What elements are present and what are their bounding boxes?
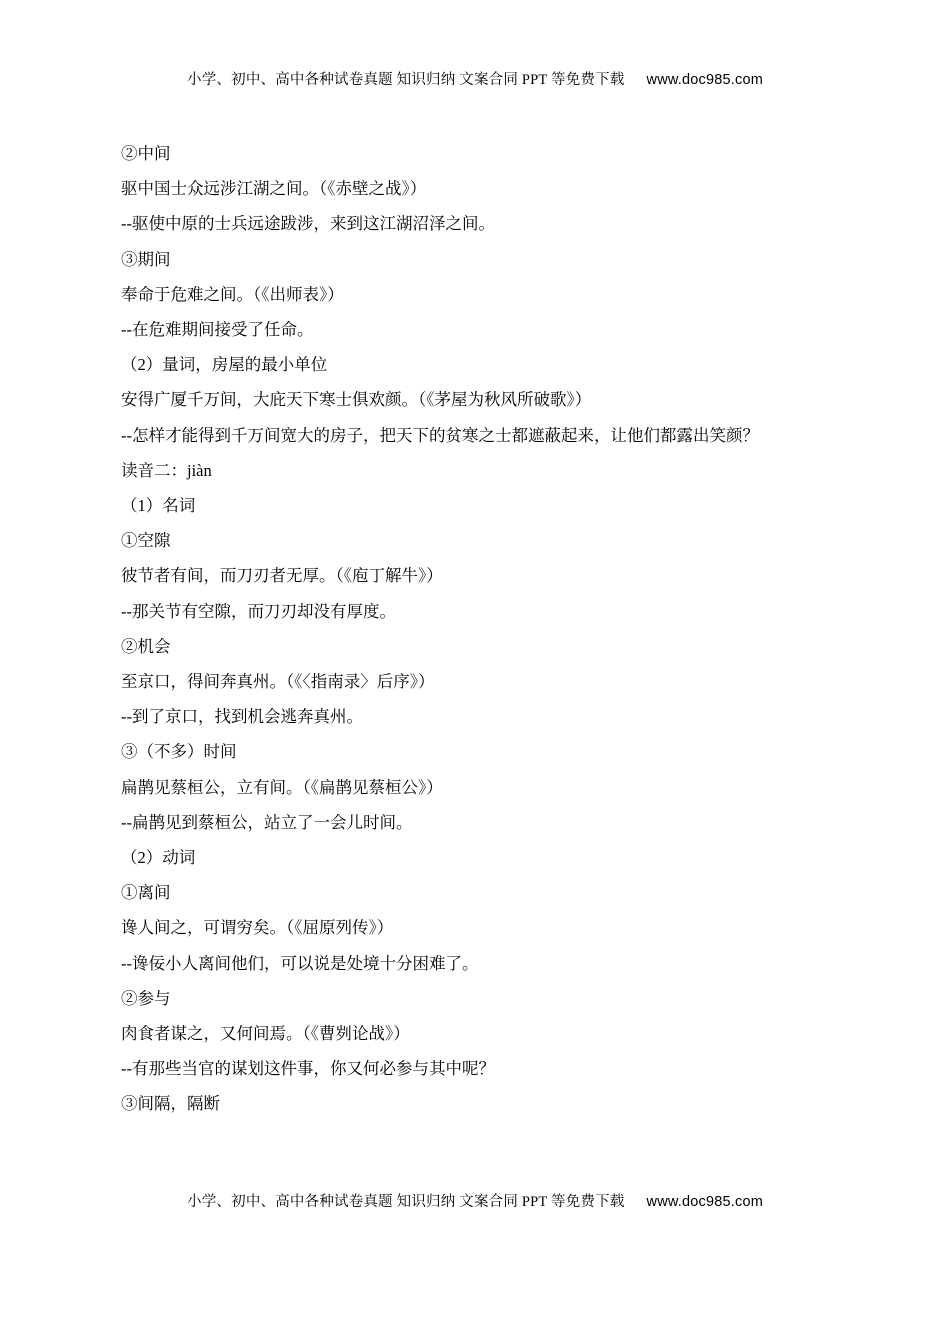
text-line: 奉命于危难之间。（《出师表》） — [121, 284, 344, 304]
header-note-text: 小学、初中、高中各种试卷真题 知识归纳 文案合同 PPT 等免费下载 — [187, 72, 625, 88]
text-line: --在危难期间接受了任命。 — [121, 320, 314, 340]
text-line: --扁鹊见到蔡桓公，站立了一会儿时间。 — [121, 812, 413, 832]
document-body — [88, 136, 868, 1122]
text-line: ①空隙 — [121, 531, 171, 551]
text-line: ②参与 — [121, 988, 171, 1008]
page-header-note — [0, 68, 950, 89]
header-note-url: www.doc985.com — [646, 72, 763, 88]
text-line: 扁鹊见蔡桓公，立有间。（《扁鹊见蔡桓公》） — [121, 777, 443, 797]
text-line: --那关节有空隙，而刀刃却没有厚度。 — [121, 601, 396, 621]
text-line: 安得广厦千万间，大庇天下寒士俱欢颜。（《茅屋为秋风所破歌》） — [121, 390, 592, 410]
text-line: 读音二：jiàn — [121, 460, 212, 480]
text-line: --到了京口，找到机会逃奔真州。 — [121, 707, 363, 727]
text-line: ③（不多）时间 — [121, 742, 237, 762]
text-line: 至京口，得间奔真州。（《〈指南录〉后序》） — [121, 672, 435, 692]
text-line: 彼节者有间，而刀刃者无厚。（《庖丁解牛》） — [121, 566, 443, 586]
text-line: ②机会 — [121, 636, 171, 656]
text-line: --有那些当官的谋划这件事，你又何必参与其中呢？ — [121, 1059, 495, 1079]
text-line: 谗人间之，可谓穷矣。（《屈原列传》） — [121, 918, 394, 938]
text-line: ②中间 — [121, 144, 171, 163]
text-line: ③期间 — [121, 249, 171, 269]
text-line: --驱使中原的士兵远途跋涉，来到这江湖沼泽之间。 — [121, 214, 495, 234]
text-line: （2）动词 — [121, 848, 196, 868]
footer-note-text: 小学、初中、高中各种试卷真题 知识归纳 文案合同 PPT 等免费下载 — [187, 1194, 625, 1210]
text-line: （1）名词 — [121, 496, 196, 516]
text-line: （2）量词，房屋的最小单位 — [121, 355, 328, 375]
text-line: 肉食者谋之，又何间焉。（《曹刿论战》） — [121, 1024, 410, 1044]
footer-note-url: www.doc985.com — [646, 1194, 763, 1210]
text-line: ①离间 — [121, 883, 171, 903]
text-line: ③间隔，隔断 — [121, 1094, 220, 1114]
page-footer-note — [0, 1190, 950, 1211]
text-line: --谗佞小人离间他们，可以说是处境十分困难了。 — [121, 953, 479, 973]
text-line: 驱中国士众远涉江湖之间。（《赤壁之战》） — [121, 179, 427, 199]
text-line: --怎样才能得到千万间宽大的房子，把天下的贫寒之士都遮蔽起来，让他们都露出笑颜？ — [121, 425, 759, 445]
